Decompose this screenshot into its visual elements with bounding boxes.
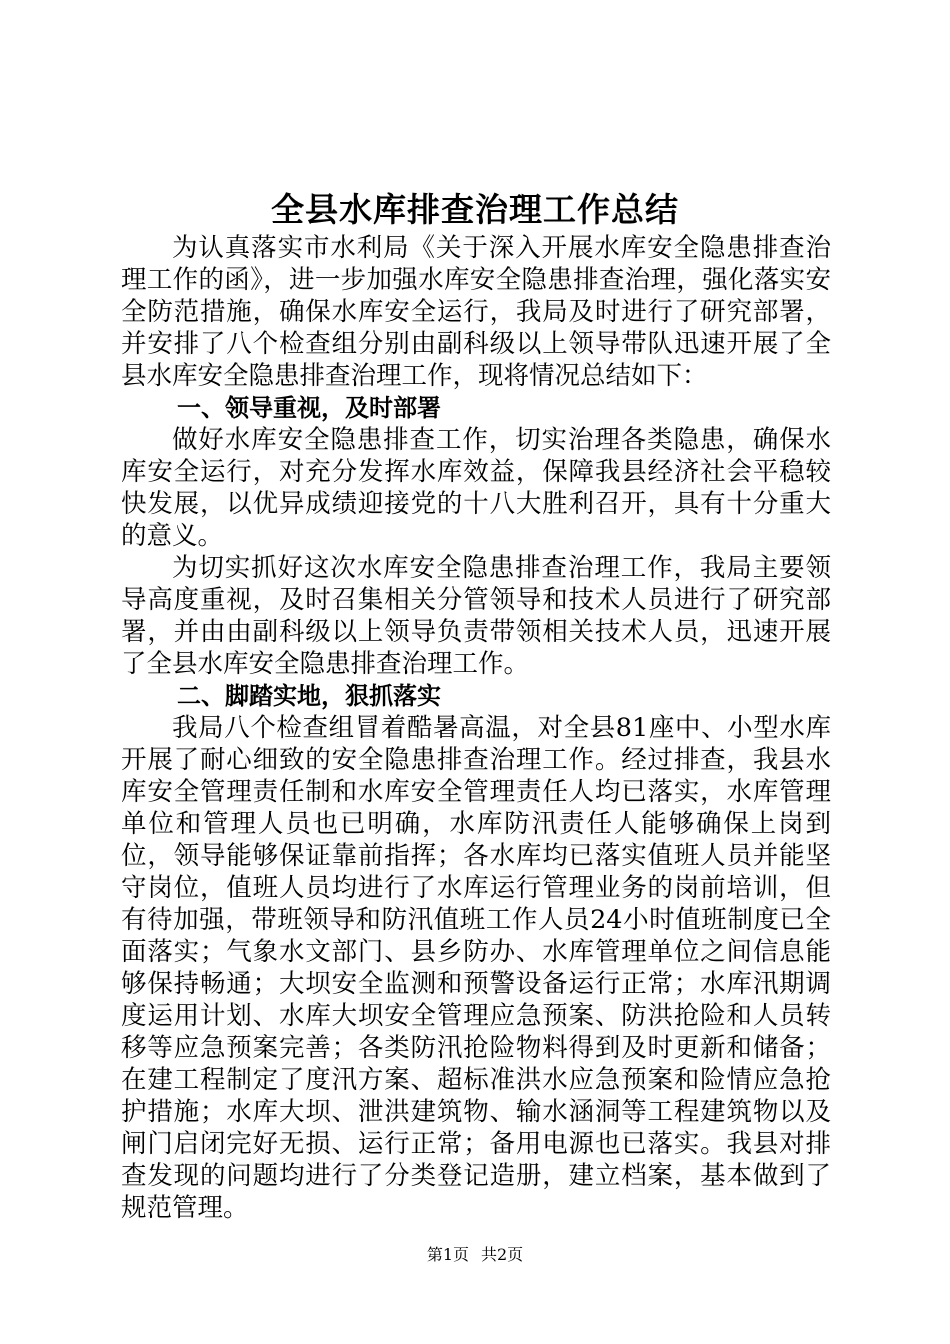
document-body [121, 232, 831, 1224]
page-footer [0, 1244, 950, 1266]
section-heading-1: 一、领导重视，及时部署 [177, 394, 441, 422]
body-paragraph: 为切实抓好这次水库安全隐患排查治理工作，我局主要领导高度重视，及时召集相关分管领导和技术人员进行了研究部署，并由由副科级以上领导负责带领相关技术人员，迅速开展了全县水库安全隐患排查治理工作。 [121, 553, 831, 679]
document-title: 全县水库排查治理工作总结 [271, 190, 679, 229]
intro-paragraph: 为认真落实市水利局《关于深入开展水库安全隐患排查治理工作的函》，进一步加强水库安全隐患排查治理，强化落实安全防范措施，确保水库安全运行，我局及时进行了研究部署，并安排了八个检查组分别由副科级以上领导带队迅速开展了全县水库安全隐患排查治理工作，现将情况总结如下： [121, 233, 831, 391]
page-number: 第1页 [426, 1245, 469, 1264]
body-paragraph: 我局八个检查组冒着酷暑高温，对全县81座中、小型水库开展了耐心细致的安全隐患排查治理工作。经过排查，我县水库安全管理责任制和水库安全管理责任人均已落实，水库管理单位和管理人员也已明确，水库防汛责任人能够确保上岗到位，领导能够保证靠前指挥；各水库均已落实值班人员并能坚守岗位，值班人员均进行了水库运行管理业务的岗前培训，但有待加强，带班领导和防汛值班工作人员24小时值班制度已全面落实；气象水文部门、县乡防办、水库管理单位之间信息能够保持畅通；大坝安全监测和预警设备运行正常；水库汛期调度运用计划、水库大坝安全管理应急预案、防洪抢险和人员转移等应急预案完善；各类防汛抢险物料得到及时更新和储备；在建工程制定了度汛方案、超标准洪水应急预案和险情应急抢护措施；水库大坝、泄洪建筑物、输水涵洞等工程建筑物以及闸门启闭完好无损、运行正常；备用电源也已落实。我县对排查发现的问题均进行了分类登记造册，建立档案，基本做到了规范管理。 [121, 713, 831, 1223]
body-paragraph: 做好水库安全隐患排查工作，切实治理各类隐患，确保水库安全运行，对充分发挥水库效益，保障我县经济社会平稳较快发展，以优异成绩迎接党的十八大胜利召开，具有十分重大的意义。 [121, 425, 831, 551]
section-heading-2: 二、脚踏实地，狠抓落实 [177, 682, 441, 710]
page-total: 共2页 [481, 1245, 524, 1264]
